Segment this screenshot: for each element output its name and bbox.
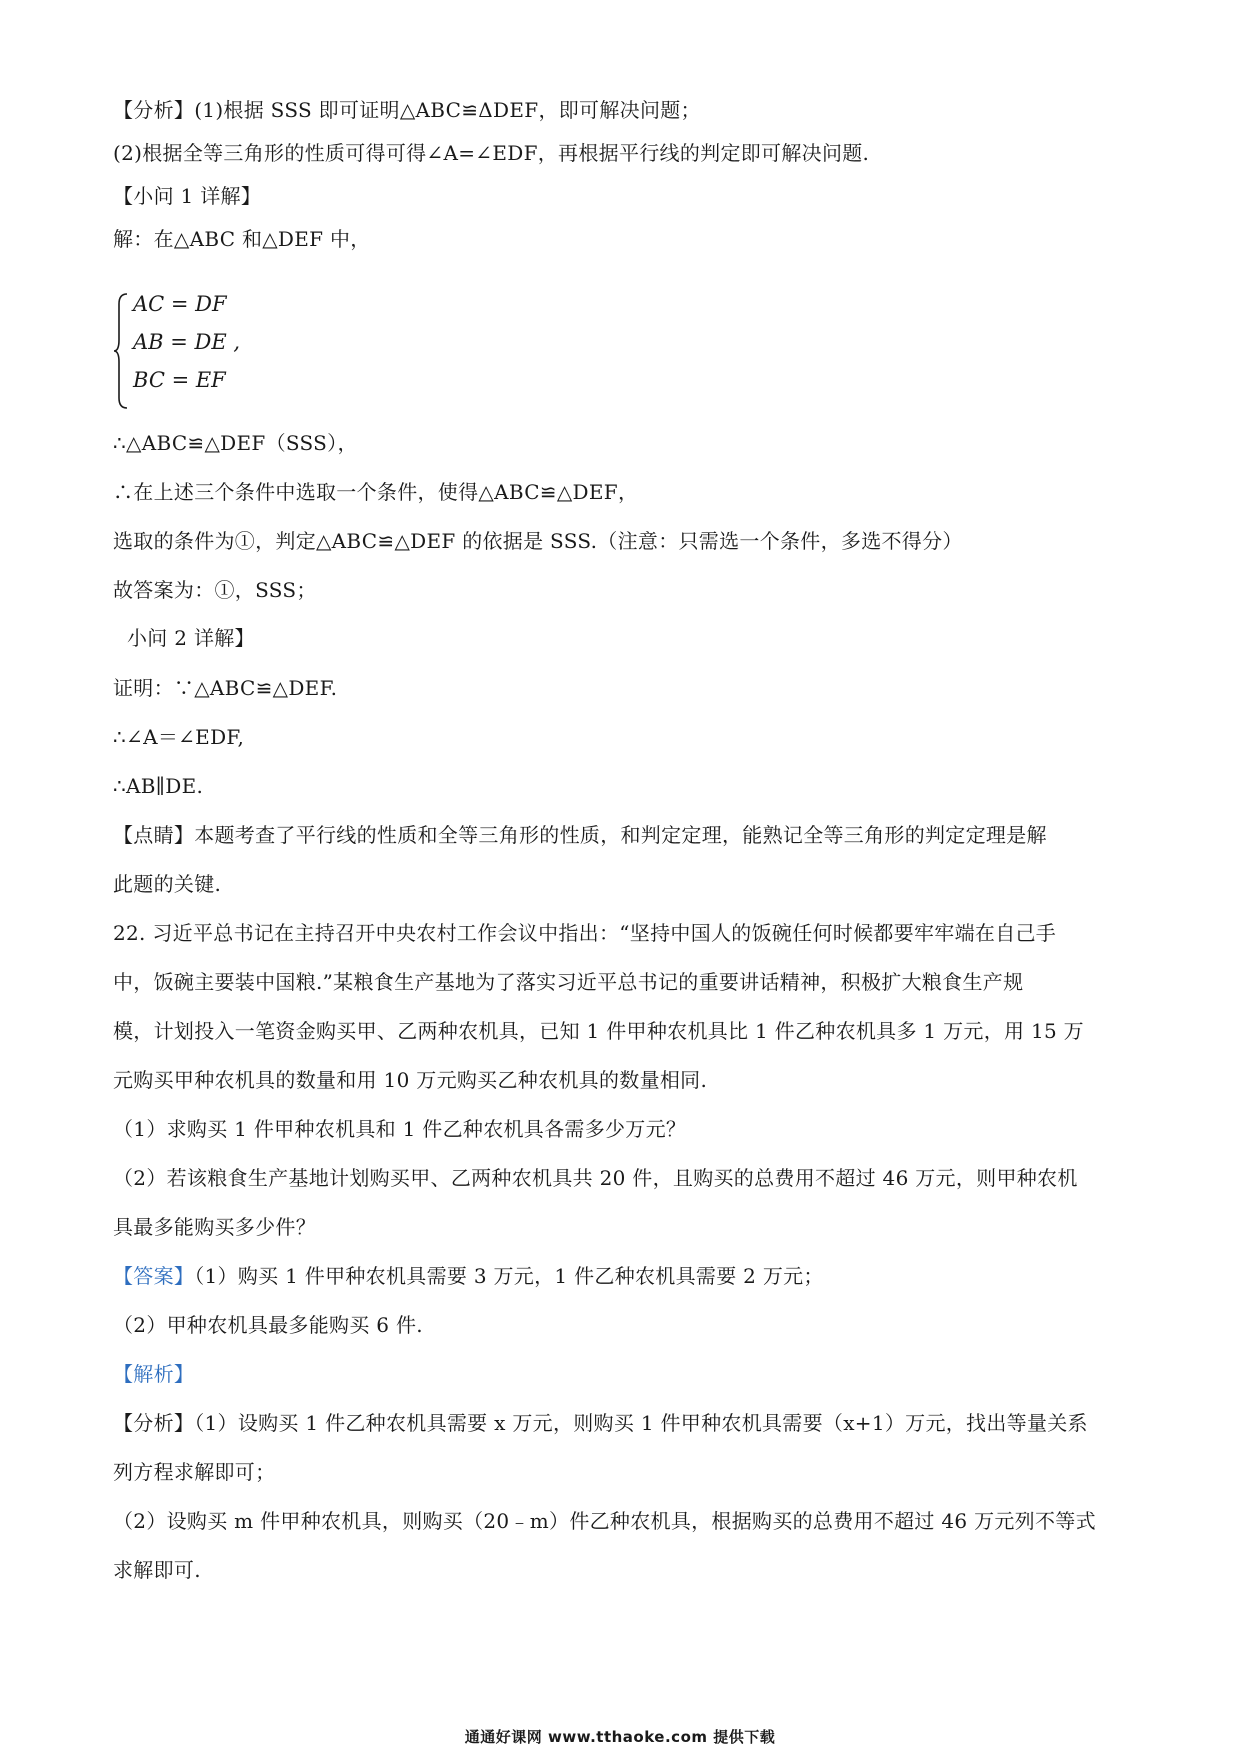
proof-line-3: ∴AB∥DE.	[113, 774, 204, 798]
explanation-line-2: 列方程求解即可；	[113, 1460, 276, 1484]
equation-ab-de: AB = DE ,	[133, 330, 241, 354]
answer-text: （1）购买 1 件甲种农机具需要 3 万元，1 件乙种农机具需要 2 万元；	[194, 1264, 824, 1288]
conclusion-congruent: ∴△ABC≌△DEF（SSS），	[113, 431, 358, 455]
analysis-line-2: (2)根据全等三角形的性质可得可得∠A=∠EDF，再根据平行线的判定即可解决问题.	[113, 141, 870, 165]
explanation-line-4: 求解即可.	[113, 1558, 201, 1582]
equation-ac-df: AC = DF	[133, 292, 227, 316]
analysis-line-1: 【分析】(1)根据 SSS 即可证明△ABC≌ΔDEF，即可解决问题；	[113, 98, 701, 122]
explanation-line-1: 【分析】（1）设购买 1 件乙种农机具需要 x 万元，则购买 1 件甲种农机具需要（x+1）万元，找出等量关系	[113, 1411, 1088, 1435]
answer-line-1	[113, 1261, 824, 1291]
comment-line-2: 此题的关键.	[113, 872, 222, 896]
question-22-part-2-line-2: 具最多能购买多少件？	[113, 1215, 316, 1239]
equation-bc-ef: BC = EF	[133, 368, 226, 392]
sub-question-1-heading: 【小问 1 详解】	[113, 184, 262, 208]
question-22-line-2: 中，饭碗主要装中国粮.”某粮食生产基地为了落实习近平总书记的重要讲话精神，积极扩大粮食生产规	[113, 970, 1024, 994]
answer-label: 【答案】	[113, 1264, 195, 1288]
sub-question-2-heading: 小问 2 详解】	[127, 626, 255, 650]
answer-line-2: （2）甲种农机具最多能购买 6 件.	[113, 1313, 423, 1337]
proof-line-2: ∴∠A＝∠EDF,	[113, 725, 245, 749]
explanation-line-3: （2）设购买 m 件甲种农机具，则购买（20﹣m）件乙种农机具，根据购买的总费用不超过 46 万元列不等式	[113, 1509, 1096, 1533]
left-brace-icon	[113, 292, 131, 410]
question-22-line-3: 模，计划投入一笔资金购买甲、乙两种农机具，已知 1 件甲种农机具比 1 件乙种农机具多 1 万元，用 15 万	[113, 1019, 1084, 1043]
proof-line-1: 证明：∵△ABC≌△DEF.	[113, 676, 338, 700]
comment-line-1: 【点睛】本题考查了平行线的性质和全等三角形的性质，和判定定理，能熟记全等三角形的判定定理是解	[113, 823, 1047, 847]
conclusion-choose-condition: ∴在上述三个条件中选取一个条件，使得△ABC≌△DEF，	[113, 480, 639, 504]
question-22-part-1: （1）求购买 1 件甲种农机具和 1 件乙种农机具各需多少万元？	[113, 1117, 687, 1141]
footer-watermark: 通通好课网 www.tthaoke.com 提供下载	[464, 1728, 776, 1746]
question-22-part-2-line-1: （2）若该粮食生产基地计划购买甲、乙两种农机具共 20 件，且购买的总费用不超过 46 万元，则甲种农机	[113, 1166, 1078, 1190]
conclusion-selected-condition: 选取的条件为①，判定△ABC≌△DEF 的依据是 SSS.（注意：只需选一个条件，多选不得分）	[113, 529, 963, 553]
question-22-line-1: 22. 习近平总书记在主持召开中央农村工作会议中指出：“坚持中国人的饭碗任何时候都要牢牢端在自己手	[113, 921, 1057, 945]
explanation-label: 【解析】	[113, 1362, 195, 1386]
equation-system	[113, 292, 413, 410]
question-22-line-4: 元购买甲种农机具的数量和用 10 万元购买乙种农机具的数量相同.	[113, 1068, 708, 1092]
answer-sub-1: 故答案为：①，SSS；	[113, 578, 317, 602]
solution-intro: 解：在△ABC 和△DEF 中，	[113, 227, 371, 251]
